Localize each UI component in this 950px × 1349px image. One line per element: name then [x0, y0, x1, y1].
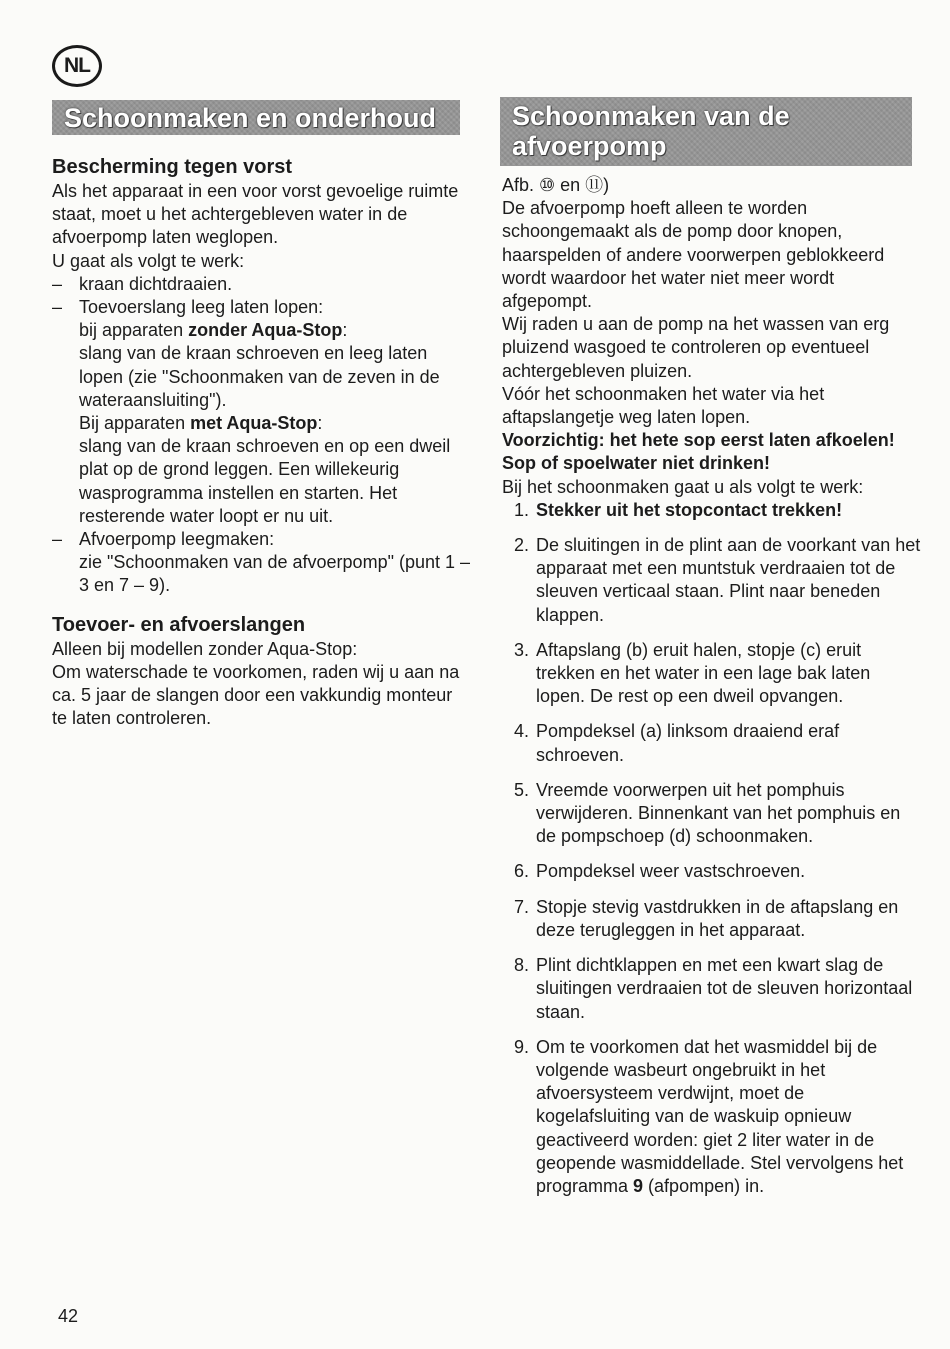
text-fragment: : — [317, 413, 323, 434]
pump-steps-intro: Bij het schoonmaken gaat u als volgt te werk: — [502, 476, 864, 497]
hoses-heading: Toevoer- en afvoerslangen — [52, 613, 306, 636]
hoses-line1: Alleen bij modellen zonder Aqua-Stop: — [52, 638, 358, 659]
step-number: 1. — [514, 499, 530, 520]
step-number: 9. — [514, 1036, 530, 1057]
step-text: Pompdeksel weer vastschroeven. — [536, 861, 806, 882]
without-aquastop-text: slang van de kraan schroeven en leeg laten lopen (zie "Schoonmaken van de zeven in de wateraansluiting"). — [79, 343, 440, 410]
list-item — [502, 720, 922, 766]
program-number: 9 — [633, 1175, 644, 1196]
frost-step-3-text: zie "Schoonmaken van de afvoerpomp" (punt 1 – 3 en 7 – 9). — [79, 552, 471, 596]
list-item — [502, 639, 922, 709]
with-aquastop-line — [79, 412, 472, 435]
list-item — [502, 860, 922, 883]
frost-steps-intro: U gaat als volgt te werk: — [52, 250, 245, 271]
step-text: Plint dichtklappen en met een kwart slag de sluitingen verdraaien tot de sleuven horizontaal staan. — [536, 955, 913, 1022]
text-fragment: Bij apparaten — [79, 413, 191, 434]
list-item — [502, 534, 922, 627]
hoses-text: Om waterschade te voorkomen, raden wij u aan na ca. 5 jaar de slangen door een vakkundig monteur te laten controleren. — [52, 661, 460, 729]
frost-step-1: kraan dichtdraaien. — [79, 273, 233, 294]
step-number: 4. — [514, 721, 530, 742]
step-text: Stopje stevig vastdrukken in de aftapslang en deze terugleggen in het apparaat. — [536, 896, 899, 940]
step-text: Vreemde voorwerpen uit het pomphuis verwijderen. Binnenkant van het pomphuis en de pompschoep (d) schoonmaken. — [536, 779, 901, 847]
step-text: Aftapslang (b) eruit halen, stopje (c) eruit trekken en het water in een lage bak laten lopen. De rest op een dweil opvangen. — [536, 639, 871, 707]
frost-intro: Als het apparaat in een voor vorst gevoelige ruimte staat, moet u het achtergebleven water in de afvoerpomp laten weglopen. — [52, 181, 459, 248]
step-number: 5. — [514, 779, 530, 800]
step-text: De sluitingen in de plint aan de voorkant van het apparaat met een muntstuk verdraaien tot de sleuven verticaal staan. Plint naar beneden klappen. — [536, 535, 921, 625]
language-badge — [52, 45, 102, 87]
step-number: 7. — [514, 896, 530, 917]
section-title: Schoonmaken van de afvoerpomp — [512, 101, 790, 161]
list-item — [502, 954, 922, 1024]
list-item — [502, 896, 922, 942]
frost-heading: Bescherming tegen vorst — [52, 156, 293, 178]
list-item — [52, 296, 472, 528]
step-number: 8. — [514, 955, 530, 976]
frost-steps — [52, 273, 472, 598]
with-aquastop-label: met Aqua-Stop — [190, 413, 318, 434]
section-title: Schoonmaken en onderhoud — [64, 103, 437, 133]
step-text: Om te voorkomen dat het wasmiddel bij de volgende wasbeurt ongebruikt in het afvoersysteem verdwijnt, moet de kogelafsluiting van de waskuip opnieuw geactiveerd worden: giet 2 liter water in de geopende wasmiddellade. Stel vervolgens het programma — [536, 1036, 904, 1196]
section-banner-cleaning-maintenance — [52, 100, 460, 135]
without-aquastop-label: zonder Aqua-Stop — [188, 320, 343, 341]
pump-paragraph-2: Wij raden u aan de pomp na het wassen van erg pluizend wasgoed te controleren op eventueel achtergebleven pluizen. — [502, 314, 890, 381]
frost-step-3: – Afvoerpomp leegmaken: — [79, 529, 275, 550]
step-text: (afpompen) in. — [643, 1175, 765, 1196]
step-number: 6. — [514, 861, 530, 882]
pump-steps — [502, 499, 922, 1198]
list-item — [502, 779, 922, 849]
left-column — [52, 154, 472, 730]
pump-paragraph-1: De afvoerpomp hoeft alleen te worden schoongemaakt als de pomp door knopen, haarspelden of andere voorwerpen geblokkeerd wordt waardoor het water niet meer wordt afgepompt. — [502, 198, 885, 312]
text-fragment: : — [342, 320, 348, 341]
warning-cool-down: Voorzichtig: het hete sop eerst laten afkoelen! — [502, 430, 895, 451]
list-item — [502, 499, 922, 522]
pump-paragraph-3: Vóór het schoonmaken het water via het aftapslangetje weg laten lopen. — [502, 383, 825, 428]
list-item — [52, 273, 472, 296]
list-item — [52, 528, 472, 598]
with-aquastop-text: slang van de kraan schroeven en op een dweil plat op de grond leggen. Een willekeurig wasprogramma instellen en starten. Het resterende water loopt er nu uit. — [79, 436, 451, 526]
right-column — [502, 174, 922, 1198]
step-text: Pompdeksel (a) linksom draaiend eraf schroeven. — [536, 721, 840, 765]
list-item — [502, 1036, 922, 1198]
language-badge-label: NL — [64, 54, 90, 77]
warning-do-not-drink: Sop of spoelwater niet drinken! — [502, 453, 771, 474]
step-text: Stekker uit het stopcontact trekken! — [536, 499, 843, 520]
figure-reference: Afb. ⑩ en ⑪) — [502, 175, 610, 195]
frost-step-2: – Toevoerslang leeg laten lopen: — [79, 297, 324, 318]
page-number: 42 — [58, 1306, 79, 1326]
without-aquastop-line — [79, 319, 472, 342]
text-fragment: bij apparaten — [79, 320, 189, 341]
step-number: 3. — [514, 639, 530, 660]
section-banner-drain-pump — [500, 97, 912, 166]
step-number: 2. — [514, 535, 530, 556]
